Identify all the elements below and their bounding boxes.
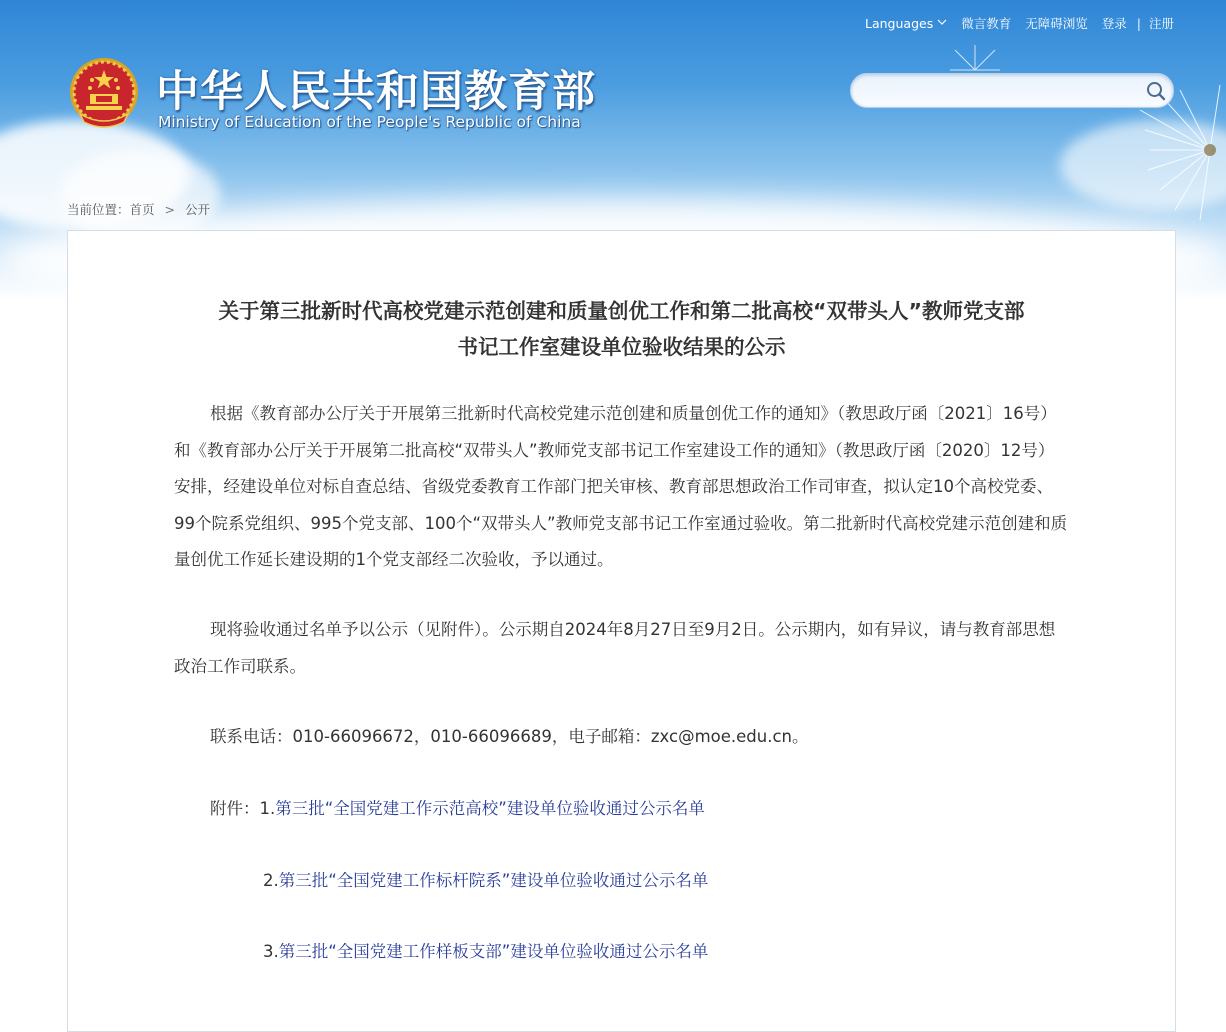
- article-title-line-1: 关于第三批新时代高校党建示范创建和质量创优工作和第二批高校“双带头人”教师党支部: [218, 299, 1025, 323]
- contact-info: 联系电话：010-66096672，010-66096689，电子邮箱：zxc@moe.edu.cn。: [210, 727, 809, 746]
- search-icon[interactable]: [1145, 80, 1167, 102]
- attachment-row: [263, 937, 708, 967]
- breadcrumb-separator: >: [164, 202, 176, 217]
- attachment-number: 3.: [263, 942, 279, 961]
- national-emblem-icon: [66, 56, 142, 132]
- attachment-link-2[interactable]: 第三批“全国党建工作标杆院系”建设单位验收通过公示名单: [278, 871, 709, 890]
- languages-dropdown[interactable]: [865, 16, 947, 31]
- breadcrumb-current[interactable]: 公开: [185, 202, 211, 217]
- register-link[interactable]: 注册: [1148, 16, 1174, 31]
- weiyan-education-link[interactable]: 微言教育: [961, 16, 1012, 31]
- article-container: [67, 230, 1176, 1032]
- attachment-number: 1.: [259, 799, 276, 818]
- attachment-number: 2.: [263, 871, 279, 890]
- site-title: 中华人民共和国教育部: [156, 67, 596, 117]
- breadcrumb-home-link[interactable]: 首页: [129, 202, 155, 217]
- article-title: [68, 293, 1175, 365]
- breadcrumb: [67, 200, 210, 218]
- breadcrumb-label: 当前位置：: [67, 202, 130, 217]
- attachments-label: 附件：: [210, 799, 260, 818]
- chevron-down-icon: [937, 18, 947, 29]
- attachment-row: [210, 794, 705, 824]
- login-link[interactable]: 登录: [1101, 16, 1127, 31]
- article-paragraph-1: 根据《教育部办公厅关于开展第三批新时代高校党建示范创建和质量创优工作的通知》（教思政厅函〔2021〕16号）和《教育部办公厅关于开展第二批高校“双带头人”教师党支部书记工作室建设工作的通知》（教思政厅函〔2020〕12号）安排，经建设单位对标自查总结、省级党委教育工作部门把关审核、教育部思想政治工作司审查，拟认定10个高校党委、99个院系党组织、995个党支部、100个“双带头人”教师党支部书记工作室通过验收。第二批新时代高校党建示范创建和质量创优工作延长建设期的1个党支部经二次验收，予以通过。: [174, 404, 1068, 569]
- article-title-line-2: 书记工作室建设单位验收结果的公示: [457, 335, 786, 359]
- attachment-row: [263, 866, 708, 896]
- accessibility-link[interactable]: 无障碍浏览: [1025, 16, 1088, 31]
- article-paragraph-2: 现将验收通过名单予以公示（见附件）。公示期自2024年8月27日至9月2日。公示期内，如有异议，请与教育部思想政治工作司联系。: [174, 620, 1056, 676]
- search-input[interactable]: [865, 79, 1139, 103]
- top-links-bar: [865, 14, 1174, 32]
- search-box: [850, 73, 1174, 108]
- divider: |: [1136, 15, 1141, 31]
- site-subtitle: Ministry of Education of the People's Republic of China: [158, 113, 581, 131]
- attachment-link-1[interactable]: 第三批“全国党建工作示范高校”建设单位验收通过公示名单: [275, 799, 705, 818]
- attachment-link-3[interactable]: 第三批“全国党建工作样板支部”建设单位验收通过公示名单: [278, 942, 709, 961]
- languages-label: Languages: [865, 15, 934, 31]
